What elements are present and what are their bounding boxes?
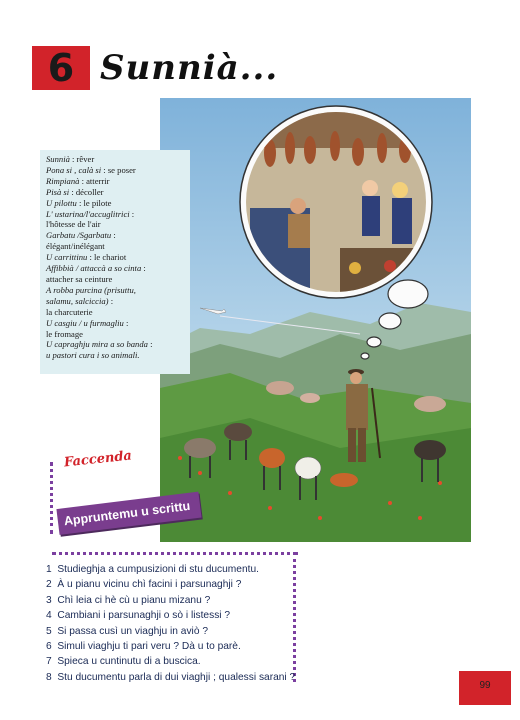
exercise-number: 3 (46, 594, 52, 606)
chapter-number: 6 (47, 46, 75, 90)
glossary-line: attacher sa ceinture (46, 273, 113, 284)
glossary-line: u pastori cura i so animali. (46, 350, 140, 361)
exercise-item (46, 577, 295, 592)
glossary-line: la charcuterie (46, 306, 93, 317)
glossary-line: Pona si , calà si : se poser (46, 164, 136, 175)
glossary-line: élégant/inélégant (46, 241, 105, 252)
exercise-text: Chì leia ci hè cù u pianu mizanu ? (57, 594, 211, 606)
glossary-line: A robba purcina (prisuttu, (46, 284, 136, 295)
glossary-line: Pisà si : décoller (46, 186, 104, 197)
exercise-number: 6 (46, 641, 52, 653)
dotted-border-top (52, 552, 298, 558)
exercise-text: Si passa cusì un viaghju in aviò ? (57, 625, 208, 637)
exercise-item (46, 670, 295, 685)
page-number-box (459, 671, 511, 705)
exercise-number: 8 (46, 671, 52, 683)
glossary-line: U casgiu / u furmagliu : (46, 317, 129, 328)
glossary-line: U capraghju mira a so banda : (46, 339, 153, 350)
glossary-line: Rimpianà : atterrir (46, 175, 110, 186)
glossary-line: Garbatu /Sgarbatu : (46, 230, 116, 241)
exercise-item (46, 639, 295, 654)
exercise-item (46, 608, 295, 623)
rock (266, 381, 294, 395)
exercise-number: 7 (46, 656, 52, 668)
glossary-line: l'hôtesse de l'air (46, 219, 101, 230)
exercise-item (46, 562, 295, 577)
glossary-line: U carrittinu : le chariot (46, 252, 127, 263)
dog (330, 473, 358, 487)
glossary-line: Sunnià : rêver (46, 154, 95, 164)
chapter-number-box (32, 46, 90, 90)
exercise-number: 1 (46, 564, 52, 575)
exercise-text: À u pianu vicinu chì facini i parsunaghji ? (57, 579, 242, 591)
exercise-item (46, 624, 295, 639)
page-title: Sunnià... (100, 48, 279, 88)
exercise-text: Studieghja a cumpusizioni di stu ducumentu. (57, 564, 259, 575)
exercise-text: Stu ducumentu parla di dui viaghji ; qualessi sarani ? (57, 671, 296, 683)
exercise-text: Simuli viaghju ti pari veru ? Dà u to parè. (57, 641, 241, 653)
exercise-list (46, 562, 295, 685)
exercise-text: Cambiani i parsunaghji o sò i listessi ? (57, 610, 231, 622)
rock (414, 396, 446, 412)
illustration (160, 98, 471, 542)
thought-puff (388, 280, 428, 308)
glossary-line: Affibbià / attaccà a so cinta : (46, 263, 146, 274)
exercise-text: Spieca u cuntinutu di a buscica. (57, 656, 201, 668)
thought-puff (379, 313, 401, 329)
glossary (46, 154, 188, 361)
exercise-number: 2 (46, 579, 52, 591)
page-number: 99 (479, 680, 491, 691)
exercise-number: 5 (46, 625, 52, 637)
faccenda-logo: Faccenda (63, 448, 133, 471)
glossary-line: salamu, salciccia) : (46, 295, 114, 306)
exercise-item (46, 654, 295, 669)
section-badge: Appruntemu u scrittu (56, 492, 201, 535)
glossary-line: L' ustarina/l'accuglitrici : (46, 208, 135, 219)
exercise-number: 4 (46, 610, 52, 622)
rock (300, 393, 320, 403)
glossary-line: le fromage (46, 328, 83, 339)
exercise-item (46, 593, 295, 608)
thought-puff (367, 337, 381, 347)
glossary-line: U pilottu : le pilote (46, 197, 112, 208)
dotted-border-left (50, 462, 56, 534)
thought-puff (361, 353, 369, 359)
